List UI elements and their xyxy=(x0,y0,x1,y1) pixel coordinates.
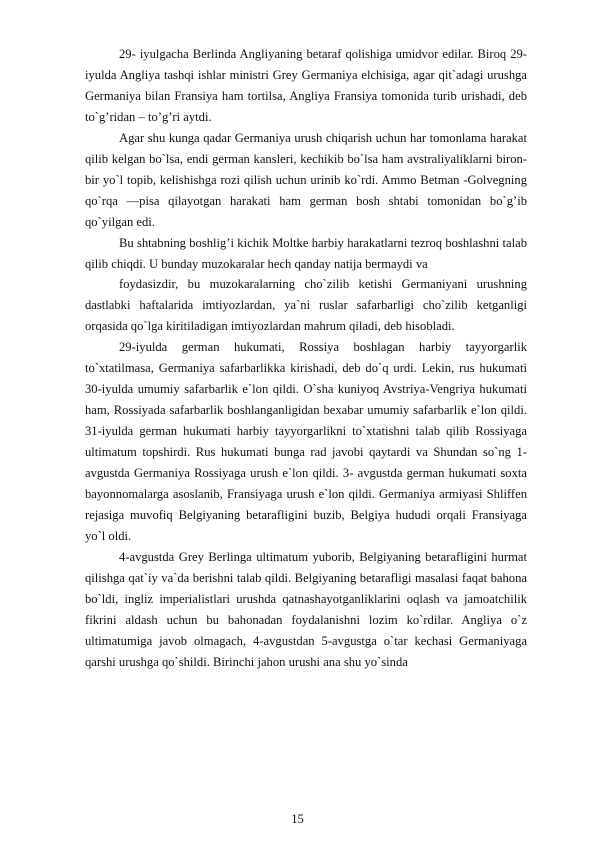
paragraph-1: 29- iyulgacha Berlinda Angliyaning betaraf qolishiga umidvor edilar. Biroq 29-iyulda Angliya tashqi ishlar ministri Grey Germaniya elchisiga, agar qit`adagi urushga Germaniya bilan Fransiya ham tortilsa, Angliya Fransiya tomonida turib urishadi, deb to`g’ridan – to’g’ri aytdi. xyxy=(85,47,527,124)
page-number: 15 xyxy=(291,812,304,826)
paragraph-2: Agar shu kunga qadar Germaniya urush chiqarish uchun har tomonlama harakat qilib kelgan bo`lsa, endi german kansleri, kechikib bo`lsa ham avstraliyaliklarni biron-bir yo`l topib, kelishishga rozi qilish uchun urinib ko`rdi. Ammo Betman -Golvegning qo`rqa —pisa qilayotgan harakati ham german bosh shtabi tomonidan bo`g’ib qo`yilgan edi. xyxy=(85,130,527,229)
paragraph-3: Bu shtabning boshlig’i kichik Moltke harbiy harakatlarni tezroq boshlashni talab qilib chiqdi. U bunday muzokaralar hech qanday natija bermaydi va xyxy=(85,235,527,271)
paragraph-5: 29-iyulda german hukumati, Rossiya boshlagan harbiy tayyorgarlik to`xtatilmasa, Germaniya safarbarlikka kirishadi, deb do`q urdi. Lekin, rus hukumati 30-iyulda umumiy safarbarlik e`lon qildi. O`sha kuniyoq Avstriya-Vengriya hukumati ham, Rossiyada safarbarlik boshlanganligidan bexabar umumiy safarbarlik e`lon qildi. 31-iyulda german hukumati harbiy tayyorgarlikni to`xtatishni talab qilib Rossiyaga ultimatum topshirdi. Rus hukumati bunga rad javobi qaytardi va Shundan so`ng 1- avgustda Germaniya Rossiyaga urush e`lon qildi. 3- avgustda german hukumati soxta bayonnomalarga asoslanib, Fransiyaga urush e`lon qildi. Germaniya armiyasi Shliffen rejasiga muvofiq Belgiyaning betarafligini buzib, Belgiya hududi orqali Fransiyaga yo`l oldi. xyxy=(85,340,527,543)
document-page xyxy=(85,44,527,673)
paragraph-4: foydasizdir, bu muzokaralarning cho`zilib ketishi Germaniyani urushning dastlabki haftalarida imtiyozlardan, ya`ni ruslar safarbarligi cho`zilib ketganligi orqasida qo`lga kiritiladigan imtiyozlardan mahrum qiladi, deb hisobladi. xyxy=(85,277,527,334)
paragraph-6: 4-avgustda Grey Berlinga ultimatum yuborib, Belgiyaning betarafligini hurmat qilishga qat`iy va`da berishni talab qildi. Belgiyaning betarafligi masalasi faqat bahona bo`ldi, ingliz imperialistlari urushda qatnashayotganliklarini oqlash va jamoatchilik fikrini aldash uchun bu bahonadan foydalanishni lozim ko`rdilar. Angliya o`z ultimatumiga javob olmagach, 4-avgustdan 5-avgustga o`tar kechasi Germaniyaga qarshi urushga qo`shildi. Birinchi jahon urushi ana shu yo`sinda xyxy=(85,549,527,669)
